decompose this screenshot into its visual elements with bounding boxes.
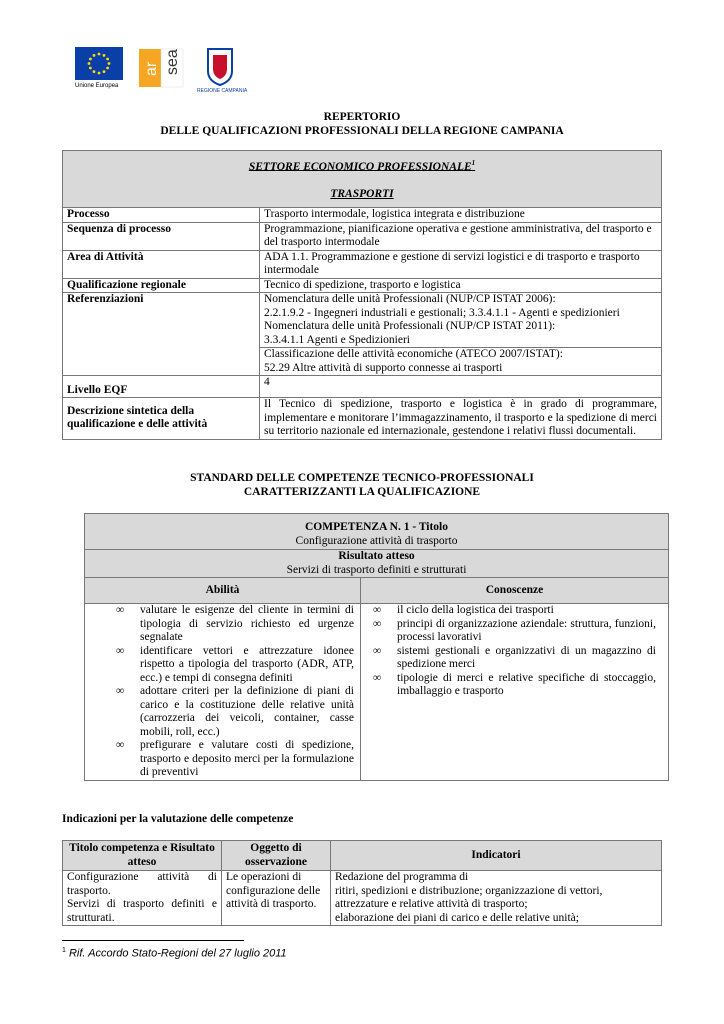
row-value (260, 348, 662, 376)
doc-title-line1: REPERTORIO (323, 111, 401, 123)
footnote-ref: 1 (471, 158, 476, 167)
indicazioni-heading: Indicazioni per la valutazione delle competenze (62, 813, 294, 825)
footnote (62, 947, 287, 960)
competenza-header-cell (85, 514, 669, 550)
eu-flag-logo (75, 47, 123, 80)
indicazioni-table (62, 840, 662, 926)
competenza-table (84, 513, 669, 781)
footnote-number: 1 (62, 947, 66, 954)
row-label: Processo (63, 208, 260, 223)
footnote-separator (62, 940, 244, 941)
table-row (63, 278, 662, 293)
list-item: ∞ sistemi gestionali e organizzativi di un magazzino di spedizione merci (397, 645, 656, 672)
list-item: ∞ il ciclo della logistica dei trasporti (397, 604, 656, 618)
indicatore-line: ritiri, spedizioni e distribuzione; organizzazione di vettori, (335, 884, 603, 897)
risultato-cell (85, 550, 669, 578)
table-row (63, 208, 662, 223)
nup2006-codes: 2.2.1.9.2 - Ingegneri industriali e gestionali; 3.3.4.1.1 - Agenti e spedizionieri (264, 306, 620, 319)
row-label: Descrizione sintetica della qualificazione e delle attività (63, 398, 260, 440)
row-value: 4 (260, 376, 662, 398)
row-value: ADA 1.1. Programmazione e gestione di servizi logistici e di trasporto e trasporto intermodale (260, 250, 662, 278)
list-item: ∞ prefigurare e valutare costi di spedizione, trasporto e deposito merci per la formulazione di preventivi (140, 739, 354, 780)
indicatore-line: attrezzature e relative attività di trasporto; (335, 898, 528, 910)
rc-logo-caption: REGIONE CAMPANIA (197, 88, 248, 94)
row-label: Livello EQF (63, 376, 260, 398)
arsea-logo (137, 45, 197, 90)
conoscenze-cell (361, 604, 669, 781)
table-row (63, 398, 662, 440)
doc-title-line2: DELLE QUALIFICAZIONI PROFESSIONALI DELLA REGIONE CAMPANIA (160, 125, 564, 137)
table-row (63, 222, 662, 250)
table-row (63, 376, 662, 398)
risultato-label: Risultato atteso (338, 550, 415, 562)
sector-label: SETTORE ECONOMICO PROFESSIONALE (248, 160, 472, 173)
list-item: ∞ identificare vettori e attrezzature idonee rispetto a tipologia del trasporto (ADR, ATP, ecc.) e tempi di consegna definiti (140, 645, 354, 686)
table-row (63, 250, 662, 278)
table-row (63, 871, 662, 926)
list-item: ∞ tipologie di merci e relative specifiche di stoccaggio, imballaggio e trasporto (397, 672, 656, 699)
standard-title-line2: CARATTERIZZANTI LA QUALIFICAZIONE (243, 486, 481, 498)
row-value (260, 293, 662, 348)
competenza-title: COMPETENZA N. 1 - Titolo (304, 521, 449, 533)
abilita-list (110, 604, 354, 780)
eu-logo-caption: Unione Europea (75, 83, 119, 89)
risultato-value: Servizi di trasporto definiti e strutturati (286, 563, 467, 576)
titolo-risultato: Servizi di trasporto definiti e strutturati. (67, 898, 217, 924)
nup2011-label: Nomenclatura delle unità Professionali (NUP/CP ISTAT 2011): (264, 320, 556, 332)
list-item: ∞ valutare le esigenze del cliente in termini di tipologia di servizio richiesto ed urgenze segnalate (140, 604, 354, 645)
nup2006-label: Nomenclatura delle unità Professionali (NUP/CP ISTAT 2006): (264, 293, 556, 305)
svg-text:ar: ar (143, 61, 160, 76)
competenza-subtitle: Configurazione attività di trasporto (295, 534, 458, 547)
col-header-indicatori: Indicatori (331, 841, 662, 871)
ateco-codes: 52.29 Altre attività di supporto connesse ai trasporti (264, 361, 503, 374)
abilita-cell (85, 604, 361, 781)
sector-header-cell (63, 151, 662, 208)
conoscenze-header: Conoscenze (361, 578, 669, 604)
footnote-text: Rif. Accordo Stato-Regioni del 27 luglio 2011 (68, 947, 287, 960)
ateco-label: Classificazione delle attività economiche (ATECO 2007/ISTAT): (264, 348, 563, 360)
indicatori-cell (331, 871, 662, 926)
col-header-oggetto: Oggetto di osservazione (222, 841, 331, 871)
row-label: Area di Attività (63, 250, 260, 278)
titolo-cell (63, 871, 222, 926)
row-label: Qualificazione regionale (63, 278, 260, 293)
titolo-competenza: Configurazione attività di trasporto. (67, 871, 217, 897)
table-row (63, 293, 662, 348)
row-value: Tecnico di spedizione, trasporto e logistica (260, 278, 662, 293)
row-value: Programmazione, pianificazione operativa e gestione amministrativa, del trasporto e del trasporto intermodale (260, 222, 662, 250)
row-label: Sequenza di processo (63, 222, 260, 250)
list-item: ∞ adottare criteri per la definizione di piani di carico e la costituzione delle relative unità (carrozzeria dei veicoli, container, casse mobili, roll, ecc.) (140, 685, 354, 739)
sector-name: TRASPORTI (330, 187, 394, 200)
row-value: Trasporto intermodale, logistica integrata e distribuzione (260, 208, 662, 223)
oggetto-cell: Le operazioni di configurazione delle attività di trasporto. (222, 871, 331, 926)
conoscenze-list (367, 604, 656, 699)
list-item: ∞ principi di organizzazione aziendale: struttura, funzioni, processi lavorativi (397, 618, 656, 645)
svg-text:sea: sea (164, 49, 181, 75)
standard-title-line1: STANDARD DELLE COMPETENZE TECNICO-PROFESSIONALI (190, 472, 534, 484)
abilita-header: Abilità (85, 578, 361, 604)
row-value: Il Tecnico di spedizione, trasporto e logistica è in grado di programmare, implementare e monitorare l’immagazzinamento, il trasporto e la spedizione di merci su territorio nazionale ed internazionale, gestendone i relativi flussi documentali. (260, 398, 662, 440)
qualification-table (62, 150, 662, 440)
col-header-titolo: Titolo competenza e Risultato atteso (63, 841, 222, 871)
indicatore-line: Redazione del programma di (335, 871, 469, 883)
row-label: Referenziazioni (63, 293, 260, 376)
regione-campania-logo (200, 45, 240, 93)
nup2011-codes: 3.3.4.1.1 Agenti e Spedizionieri (264, 333, 410, 346)
indicatore-line: elaborazione dei piani di carico e delle relative unità; (335, 911, 579, 924)
logo-bar (75, 45, 275, 95)
